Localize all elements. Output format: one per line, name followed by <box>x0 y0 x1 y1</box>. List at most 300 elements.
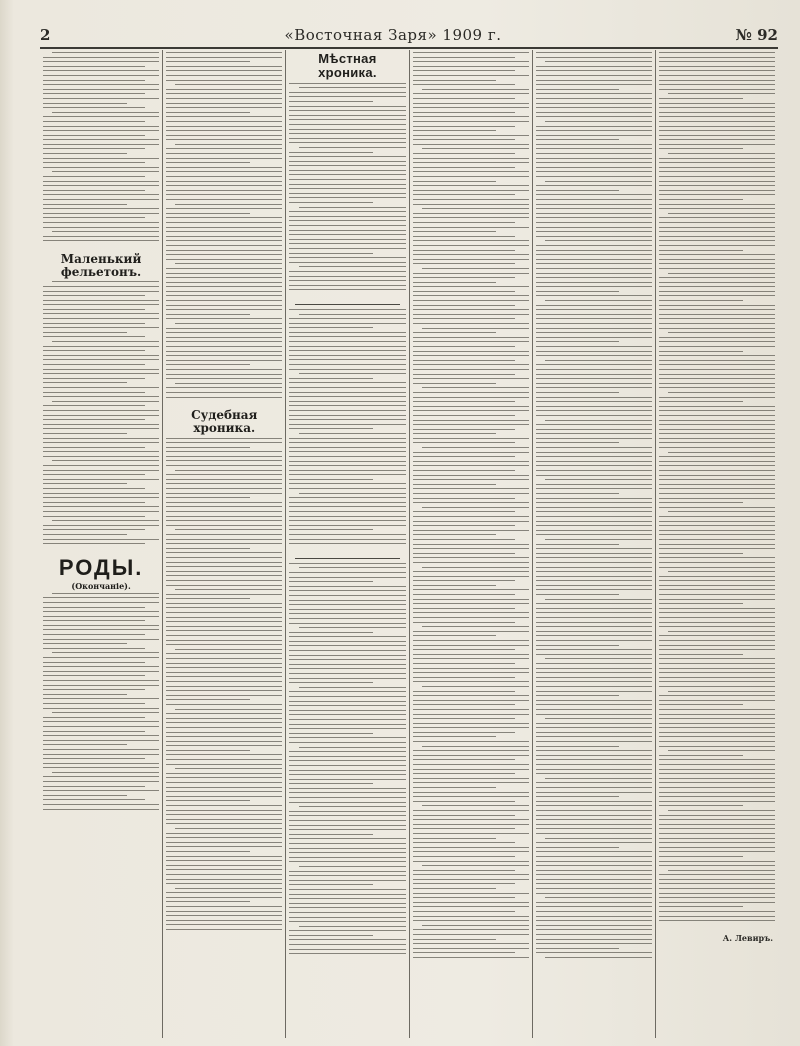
text-line <box>166 502 282 503</box>
text-line <box>52 171 159 172</box>
text-line <box>166 617 282 618</box>
text-line <box>536 461 652 462</box>
text-line <box>166 277 282 278</box>
text-line <box>536 378 652 379</box>
text-line <box>43 84 159 85</box>
text-line <box>289 705 405 706</box>
text-line <box>413 700 529 701</box>
text-line <box>289 424 405 425</box>
text-line <box>289 645 405 646</box>
text-line <box>43 382 127 383</box>
text-line <box>166 465 282 466</box>
text-line <box>43 666 159 667</box>
text-line <box>43 597 159 598</box>
text-line <box>536 438 652 439</box>
text-line <box>289 359 405 360</box>
text-block <box>166 438 282 931</box>
text-line <box>413 663 515 664</box>
text-line <box>413 511 515 512</box>
text-line <box>536 792 652 793</box>
text-line <box>43 217 145 218</box>
text-line <box>413 516 529 517</box>
text-line <box>659 658 775 659</box>
text-line <box>289 106 405 107</box>
text-line <box>659 61 775 62</box>
text-line <box>413 346 515 347</box>
text-line <box>659 107 775 108</box>
text-line <box>536 245 652 246</box>
text-line <box>536 70 652 71</box>
text-line <box>659 874 775 875</box>
text-line <box>43 428 159 429</box>
text-line <box>536 190 620 191</box>
text-line <box>536 773 652 774</box>
text-line <box>413 525 515 526</box>
text-line <box>166 98 282 99</box>
text-line <box>43 309 145 310</box>
issue-number: № 92 <box>735 26 778 44</box>
text-line <box>536 401 652 402</box>
text-line <box>659 677 775 678</box>
text-line <box>166 805 282 806</box>
text-line <box>413 121 529 122</box>
text-line <box>289 884 373 885</box>
text-line <box>43 396 159 397</box>
text-line <box>299 627 406 628</box>
text-line <box>659 902 775 903</box>
text-line <box>43 611 159 612</box>
text-line <box>659 626 775 627</box>
text-line <box>166 451 282 452</box>
text-line <box>166 819 282 820</box>
text-line <box>166 874 282 875</box>
text-line <box>175 888 282 889</box>
text-line <box>52 52 159 53</box>
text-line <box>659 686 775 687</box>
text-line <box>536 851 652 852</box>
text-line <box>413 181 497 182</box>
text-line <box>536 254 652 255</box>
text-line <box>413 815 515 816</box>
text-line <box>166 722 282 723</box>
text-line <box>43 539 159 540</box>
text-line <box>413 764 529 765</box>
text-line <box>289 133 405 134</box>
text-line <box>166 511 282 512</box>
text-line <box>536 681 652 682</box>
text-line <box>166 171 282 172</box>
text-line <box>43 694 127 695</box>
text-line <box>536 305 652 306</box>
text-line <box>43 607 145 608</box>
text-line <box>289 318 405 319</box>
text-line <box>536 135 652 136</box>
text-line <box>536 392 620 393</box>
text-line <box>289 456 405 457</box>
text-line <box>43 415 159 416</box>
text-line <box>413 397 529 398</box>
text-line <box>43 286 159 287</box>
text-line <box>659 594 775 595</box>
text-line <box>166 580 282 581</box>
text-line <box>289 115 405 116</box>
text-line <box>166 148 282 149</box>
text-line <box>166 539 282 540</box>
text-line <box>659 838 775 839</box>
text-line <box>536 622 652 623</box>
text-line <box>413 107 529 108</box>
text-line <box>175 529 282 530</box>
text-line <box>166 360 282 361</box>
text-line <box>289 600 405 601</box>
text-line <box>289 595 405 596</box>
text-line <box>536 589 652 590</box>
text-line <box>413 833 529 834</box>
text-line <box>536 475 652 476</box>
text-line <box>659 456 775 457</box>
text-line <box>659 502 743 503</box>
text-line <box>43 350 145 351</box>
text-line <box>43 643 127 644</box>
article-heading: Мѣстная хроника. <box>318 51 377 81</box>
text-line <box>659 139 775 140</box>
text-line <box>413 723 529 724</box>
text-line <box>166 607 282 608</box>
text-line <box>659 250 743 251</box>
text-line <box>536 580 652 581</box>
text-line <box>166 337 282 338</box>
text-line <box>289 539 405 540</box>
text-line <box>536 194 652 195</box>
text-line <box>413 126 515 127</box>
text-line <box>289 511 405 512</box>
text-line <box>659 387 775 388</box>
text-line <box>536 617 652 618</box>
text-line <box>43 740 159 741</box>
text-line <box>659 176 775 177</box>
text-line <box>536 833 652 834</box>
text-line <box>52 460 159 461</box>
text-line <box>289 894 405 895</box>
text-line <box>668 93 775 94</box>
text-line <box>659 544 775 545</box>
text-line <box>659 194 775 195</box>
text-line <box>413 475 529 476</box>
text-line <box>289 903 405 904</box>
text-line <box>289 577 405 578</box>
text-line <box>289 696 405 697</box>
text-line <box>413 420 529 421</box>
text-line <box>166 121 282 122</box>
text-line <box>413 714 529 715</box>
text-line <box>166 897 282 898</box>
text-line <box>43 754 159 755</box>
text-line <box>289 815 405 816</box>
text-line <box>289 197 405 198</box>
text-line <box>289 188 405 189</box>
text-line <box>413 695 529 696</box>
text-line <box>413 240 529 241</box>
text-line <box>166 603 282 604</box>
text-line <box>166 718 282 719</box>
text-line <box>536 801 652 802</box>
text-line <box>413 498 515 499</box>
text-line <box>422 447 529 448</box>
text-line <box>659 318 775 319</box>
text-line <box>289 248 405 249</box>
text-line <box>43 602 159 603</box>
text-line <box>536 130 652 131</box>
text-line <box>289 668 405 669</box>
text-line <box>659 589 775 590</box>
text-line <box>289 737 405 738</box>
text-line <box>43 240 159 241</box>
text-block <box>43 52 159 241</box>
text-line <box>43 703 145 704</box>
text-line <box>43 98 159 99</box>
text-line <box>166 57 282 58</box>
text-line <box>43 300 159 301</box>
text-line <box>43 749 159 750</box>
text-line <box>166 663 282 664</box>
text-line <box>166 901 250 902</box>
text-line <box>536 677 652 678</box>
text-line <box>43 135 145 136</box>
text-line <box>413 337 529 338</box>
text-line <box>659 842 775 843</box>
text-line <box>413 213 529 214</box>
text-line <box>536 429 652 430</box>
text-line <box>43 497 159 498</box>
text-line <box>659 401 743 402</box>
text-line <box>536 874 652 875</box>
text-line <box>413 355 529 356</box>
text-line <box>659 415 775 416</box>
text-line <box>422 746 529 747</box>
text-line <box>413 943 529 944</box>
text-line <box>659 681 775 682</box>
text-line <box>43 506 159 507</box>
text-line <box>413 727 529 728</box>
text-line <box>545 479 652 480</box>
text-line <box>413 456 515 457</box>
text-line <box>289 156 405 157</box>
text-line <box>536 171 652 172</box>
text-line <box>413 576 529 577</box>
text-line <box>659 337 775 338</box>
text-line <box>536 162 652 163</box>
text-line <box>659 259 775 260</box>
text-line <box>166 295 282 296</box>
text-line <box>289 756 405 757</box>
text-line <box>536 332 652 333</box>
text-line <box>422 626 529 627</box>
text-line <box>536 318 652 319</box>
text-line <box>166 479 282 480</box>
text-line <box>43 680 159 681</box>
text-line <box>659 764 775 765</box>
text-line <box>43 313 159 314</box>
text-line <box>289 701 405 702</box>
text-line <box>166 291 282 292</box>
text-line <box>413 916 529 917</box>
text-line <box>659 612 775 613</box>
text-line <box>413 874 529 875</box>
text-line <box>166 227 282 228</box>
column-2 <box>163 50 286 1038</box>
text-line <box>659 240 775 241</box>
text-line <box>289 529 373 530</box>
text-line <box>536 465 652 466</box>
text-line <box>536 484 652 485</box>
text-line <box>413 847 529 848</box>
text-line <box>289 346 405 347</box>
text-block <box>659 52 775 921</box>
text-line <box>289 387 405 388</box>
text-line <box>659 893 775 894</box>
text-line <box>659 217 775 218</box>
text-line <box>413 415 515 416</box>
text-line <box>43 295 145 296</box>
text-line <box>166 112 250 113</box>
text-line <box>299 747 406 748</box>
text-line <box>166 571 282 572</box>
text-line <box>413 277 515 278</box>
text-line <box>659 599 775 600</box>
text-line <box>413 952 515 953</box>
text-line <box>413 539 515 540</box>
text-line <box>43 364 145 365</box>
text-line <box>659 778 775 779</box>
text-line <box>422 865 529 866</box>
text-line <box>545 539 652 540</box>
text-line <box>668 810 775 811</box>
text-line <box>166 240 282 241</box>
text-line <box>166 823 282 824</box>
text-line <box>289 742 405 743</box>
text-line <box>289 396 405 397</box>
text-line <box>52 593 159 594</box>
text-line <box>289 714 405 715</box>
text-line <box>43 543 145 544</box>
text-line <box>43 634 145 635</box>
text-line <box>43 89 159 90</box>
text-line <box>289 944 405 945</box>
text-line <box>166 534 282 535</box>
text-line <box>166 814 282 815</box>
text-line <box>659 920 775 921</box>
text-line <box>422 567 529 568</box>
text-line <box>289 783 373 784</box>
text-line <box>289 119 405 120</box>
text-line <box>166 892 282 893</box>
text-line <box>289 410 405 411</box>
text-line <box>413 920 529 921</box>
text-line <box>166 764 282 765</box>
text-line <box>413 383 497 384</box>
text-line <box>166 474 282 475</box>
text-line <box>289 225 405 226</box>
text-line <box>289 83 405 84</box>
text-line <box>289 912 405 913</box>
text-line <box>166 750 250 751</box>
text-line <box>536 759 652 760</box>
text-line <box>175 84 282 85</box>
text-line <box>166 194 282 195</box>
text-line <box>413 557 529 558</box>
text-line <box>659 263 775 264</box>
text-line <box>43 790 159 791</box>
text-line <box>413 838 497 839</box>
text-line <box>166 837 282 838</box>
text-line <box>536 736 652 737</box>
text-line <box>413 378 529 379</box>
text-line <box>289 101 373 102</box>
text-line <box>413 782 529 783</box>
text-line <box>413 585 497 586</box>
text-line <box>413 153 515 154</box>
text-line <box>536 153 652 154</box>
text-line <box>536 571 652 572</box>
text-line <box>413 250 515 251</box>
text-line <box>289 760 405 761</box>
text-line <box>413 295 529 296</box>
column-4 <box>410 50 533 1038</box>
text-line <box>413 75 529 76</box>
text-line <box>289 673 405 674</box>
text-line <box>289 724 405 725</box>
text-line <box>536 709 652 710</box>
text-line <box>413 364 529 365</box>
text-line <box>166 483 282 484</box>
text-line <box>659 231 775 232</box>
text-line <box>659 465 775 466</box>
text-line <box>289 216 405 217</box>
text-line <box>413 135 529 136</box>
text-line <box>43 185 159 186</box>
text-line <box>536 952 652 953</box>
text-line <box>413 217 529 218</box>
text-line <box>422 507 529 508</box>
text-line <box>166 286 282 287</box>
text-line <box>43 809 159 810</box>
text-line <box>536 158 652 159</box>
text-line <box>413 227 529 228</box>
text-line <box>413 424 529 425</box>
text-line <box>536 199 652 200</box>
text-line <box>43 776 159 777</box>
text-line <box>166 438 282 439</box>
text-line <box>413 603 529 604</box>
text-line <box>166 447 250 448</box>
text-line <box>413 778 529 779</box>
text-line <box>413 677 515 678</box>
text-line <box>43 483 127 484</box>
text-line <box>43 786 145 787</box>
text-line <box>43 735 159 736</box>
text-line <box>413 810 529 811</box>
text-line <box>536 594 620 595</box>
text-line <box>536 291 620 292</box>
text-line <box>668 571 775 572</box>
text-line <box>536 493 620 494</box>
text-line <box>413 718 515 719</box>
text-line <box>43 516 145 517</box>
text-line <box>413 61 529 62</box>
text-line <box>536 337 652 338</box>
text-line <box>43 222 159 223</box>
text-line <box>659 144 775 145</box>
